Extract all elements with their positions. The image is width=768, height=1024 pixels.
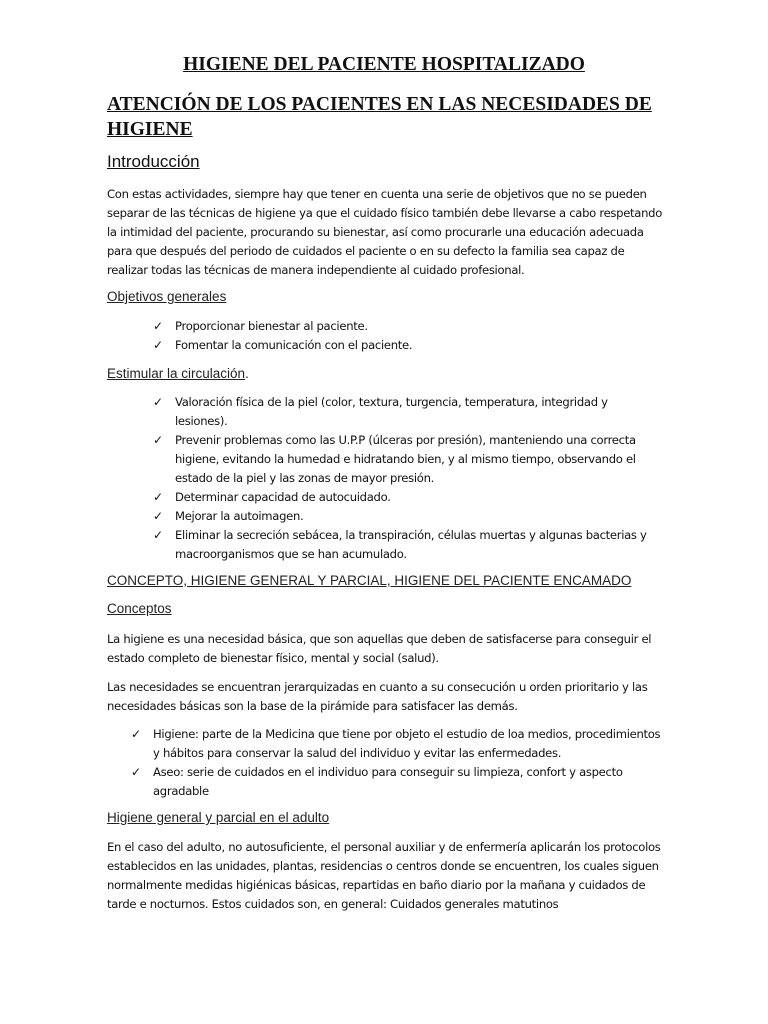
list-item (153, 526, 663, 564)
list-item-text: Higiene: parte de la Medicina que tiene por objeto el estudio de loa medios, procedimientos y hábitos para conservar la salud del individuo y evitar las enfermedades. (153, 727, 661, 760)
circulacion-heading-suffix: . (245, 366, 249, 381)
check-icon: ✓ (153, 433, 163, 447)
concepto-heading (107, 573, 631, 588)
list-item (153, 488, 663, 507)
objetivos-heading (107, 289, 226, 304)
list-item-text: Valoración física de la piel (color, textura, turgencia, temperatura, integridad y lesiones). (175, 395, 608, 428)
document-title: HIGIENE DEL PACIENTE HOSPITALIZADO (183, 54, 585, 75)
conceptos-paragraph-2: Las necesidades se encuentran jerarquizadas en cuanto a su consecución u orden prioritario y las necesidades básicas son la base de la pirámide para satisfacer las demás. (107, 680, 648, 713)
list-item-text: Mejorar la autoimagen. (175, 509, 304, 523)
list-item (131, 763, 663, 801)
check-icon: ✓ (153, 395, 163, 409)
higiene-adulto-heading-text: Higiene general y parcial en el adulto (107, 810, 330, 825)
objetivos-list (153, 317, 663, 355)
circulacion-heading (107, 366, 249, 381)
list-item (153, 393, 663, 431)
list-item-text: Fomentar la comunicación con el paciente. (175, 338, 413, 352)
intro-heading: Introducción (107, 152, 200, 171)
list-item-text: Prevenir problemas como las U.P.P (úlceras por presión), manteniendo una correcta higiene, evitando la humedad e hidratando bien, y al mismo tiempo, observando el estado de la piel y las zonas de mayor presión. (175, 433, 636, 485)
list-item-text: Eliminar la secreción sebácea, la transpiración, células muertas y algunas bacterias y macroorganismos que se han acumulado. (175, 528, 647, 561)
conceptos-heading-text: Conceptos (107, 601, 172, 616)
list-item-text: Determinar capacidad de autocuidado. (175, 490, 391, 504)
objetivos-heading-text: Objetivos generales (107, 289, 227, 304)
list-item (153, 336, 663, 355)
check-icon: ✓ (153, 319, 163, 333)
check-icon: ✓ (153, 338, 163, 352)
list-item (153, 507, 663, 526)
conceptos-list (131, 725, 663, 801)
list-item (131, 725, 663, 763)
check-icon: ✓ (153, 528, 163, 542)
check-icon: ✓ (131, 765, 141, 779)
list-item-text: Aseo: serie de cuidados en el individuo para conseguir su limpieza, confort y aspecto agradable (153, 765, 623, 798)
intro-paragraph: Con estas actividades, siempre hay que tener en cuenta una serie de objetivos que no se pueden separar de las técnicas de higiene ya que el cuidado físico también debe llevarse a cabo respetando la intimidad del paciente, procurando su bienestar, así como procurarle una educación adecuada para que después del periodo de cuidados el paciente o en su defecto la familia sea capaz de realizar todas las técnicas de manera independiente al cuidado profesional. (107, 187, 662, 277)
list-item-text: Proporcionar bienestar al paciente. (175, 319, 368, 333)
circulacion-list (153, 393, 663, 564)
check-icon: ✓ (153, 490, 163, 504)
higiene-adulto-paragraph: En el caso del adulto, no autosuficiente, el personal auxiliar y de enfermería aplicarán los protocolos establecidos en las unidades, plantas, residencias o centros donde se encuentren, los cuales siguen normalmente medidas higiénicas básicas, repartidas en baño diario por la mañana y cuidados de tarde e nocturnos. Estos cuidados son, en general: Cuidados generales matutinos (107, 840, 661, 911)
list-item (153, 317, 663, 336)
conceptos-heading (107, 601, 172, 616)
document-subtitle: ATENCIÓN DE LOS PACIENTES EN LAS NECESIDADES DE HIGIENE (107, 94, 652, 140)
higiene-adulto-heading (107, 810, 329, 825)
check-icon: ✓ (153, 509, 163, 523)
concepto-heading-text: CONCEPTO, HIGIENE GENERAL Y PARCIAL, HIGIENE DEL PACIENTE ENCAMADO (107, 573, 632, 588)
conceptos-paragraph-1: La higiene es una necesidad básica, que son aquellas que deben de satisfacerse para conseguir el estado completo de bienestar físico, mental y social (salud). (107, 632, 652, 665)
circulacion-heading-text: Estimular la circulación (107, 366, 246, 381)
check-icon: ✓ (131, 727, 141, 741)
list-item (153, 431, 663, 488)
